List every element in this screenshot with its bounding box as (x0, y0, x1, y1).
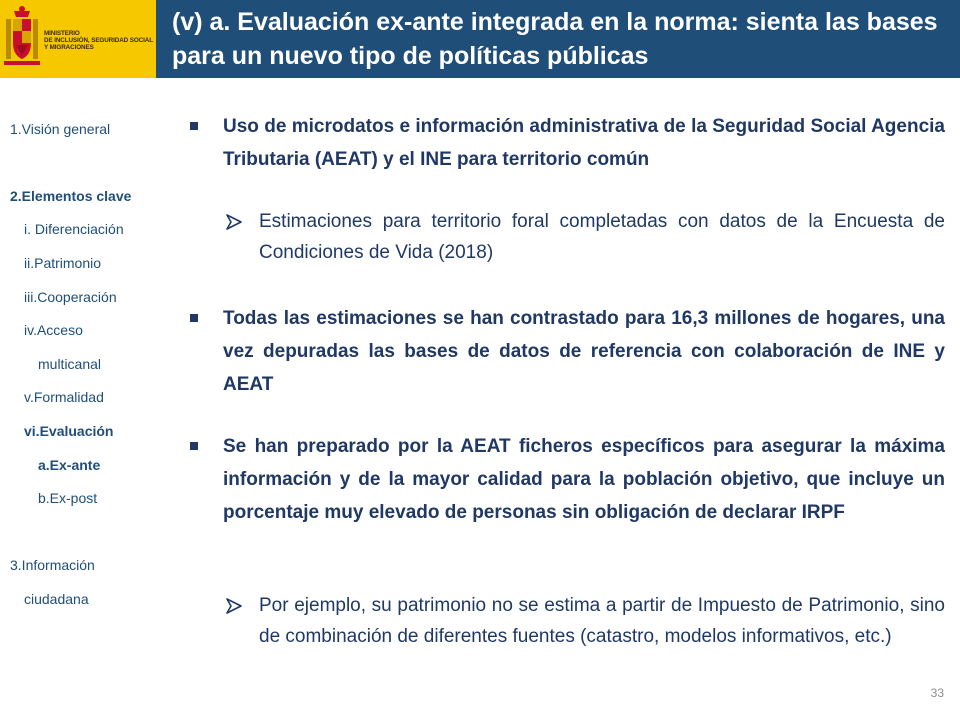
nav-item-acceso[interactable]: iv.Acceso (24, 322, 83, 338)
nav-item-ex-post[interactable]: b.Ex-post (38, 490, 98, 506)
slide-title: (v) a. Evaluación ex-ante integrada en la norma: sienta las bases para un nuevo tipo de políticas públicas (172, 8, 938, 70)
nav-item-informacion[interactable]: 3.Información (10, 557, 95, 573)
sub-bullet-territorio-foral: Estimaciones para territorio foral completadas con datos de la Encuesta de Condiciones de Vida (2018) (185, 206, 945, 268)
coat-of-arms-icon (4, 5, 40, 69)
square-bullet-icon (190, 314, 198, 322)
nav-item-evaluacion[interactable]: vi.Evaluación (24, 423, 114, 439)
nav-item-formalidad[interactable]: v.Formalidad (24, 389, 104, 405)
nav-item-acceso-multicanal[interactable]: multicanal (38, 356, 102, 372)
nav-item-patrimonio[interactable]: ii.Patrimonio (24, 255, 102, 271)
square-bullet-icon (190, 442, 198, 450)
nav-item-cooperacion[interactable]: iii.Cooperación (24, 289, 117, 305)
nav-item-ex-ante[interactable]: a.Ex-ante (38, 457, 101, 473)
nav-item-elementos-clave[interactable]: 2.Elementos clave (10, 188, 132, 204)
sub-bullet-patrimonio: Por ejemplo, su patrimonio no se estima a partir de Impuesto de Patrimonio, sino de combinación de diferentes fuentes (catastro, modelos informativos, etc.) (185, 590, 945, 652)
bullet-estimaciones: Todas las estimaciones se han contrastado para 16,3 millones de hogares, una vez depuradas las bases de datos de referencia con colaboración de INE y AEAT (185, 302, 945, 401)
slide-content (185, 0, 945, 720)
nav-item-informacion-ciudadana[interactable]: ciudadana (24, 591, 89, 607)
square-bullet-icon (190, 122, 198, 130)
bullet-ficheros-aeat: Se han preparado por la AEAT ficheros específicos para asegurar la máxima información y de la mayor calidad para la población objetivo, que incluye un porcentaje muy elevado de personas sin obligación de declarar IRPF (185, 430, 945, 529)
ministry-logo (0, 0, 156, 78)
page-number: 33 (930, 686, 944, 700)
ministry-name: MINISTERIO DE INCLUSIÓN, SEGURIDAD SOCIAL Y MIGRACIONES (44, 30, 153, 52)
nav-item-vision-general[interactable]: 1.Visión general (10, 121, 111, 137)
arrow-bullet-icon (225, 597, 243, 615)
bullet-microdatos: Uso de microdatos e información administrativa de la Seguridad Social Agencia Tributaria (AEAT) y el INE para territorio común (185, 110, 945, 176)
arrow-bullet-icon (225, 213, 243, 231)
nav-item-diferenciacion[interactable]: i. Diferenciación (24, 221, 124, 237)
